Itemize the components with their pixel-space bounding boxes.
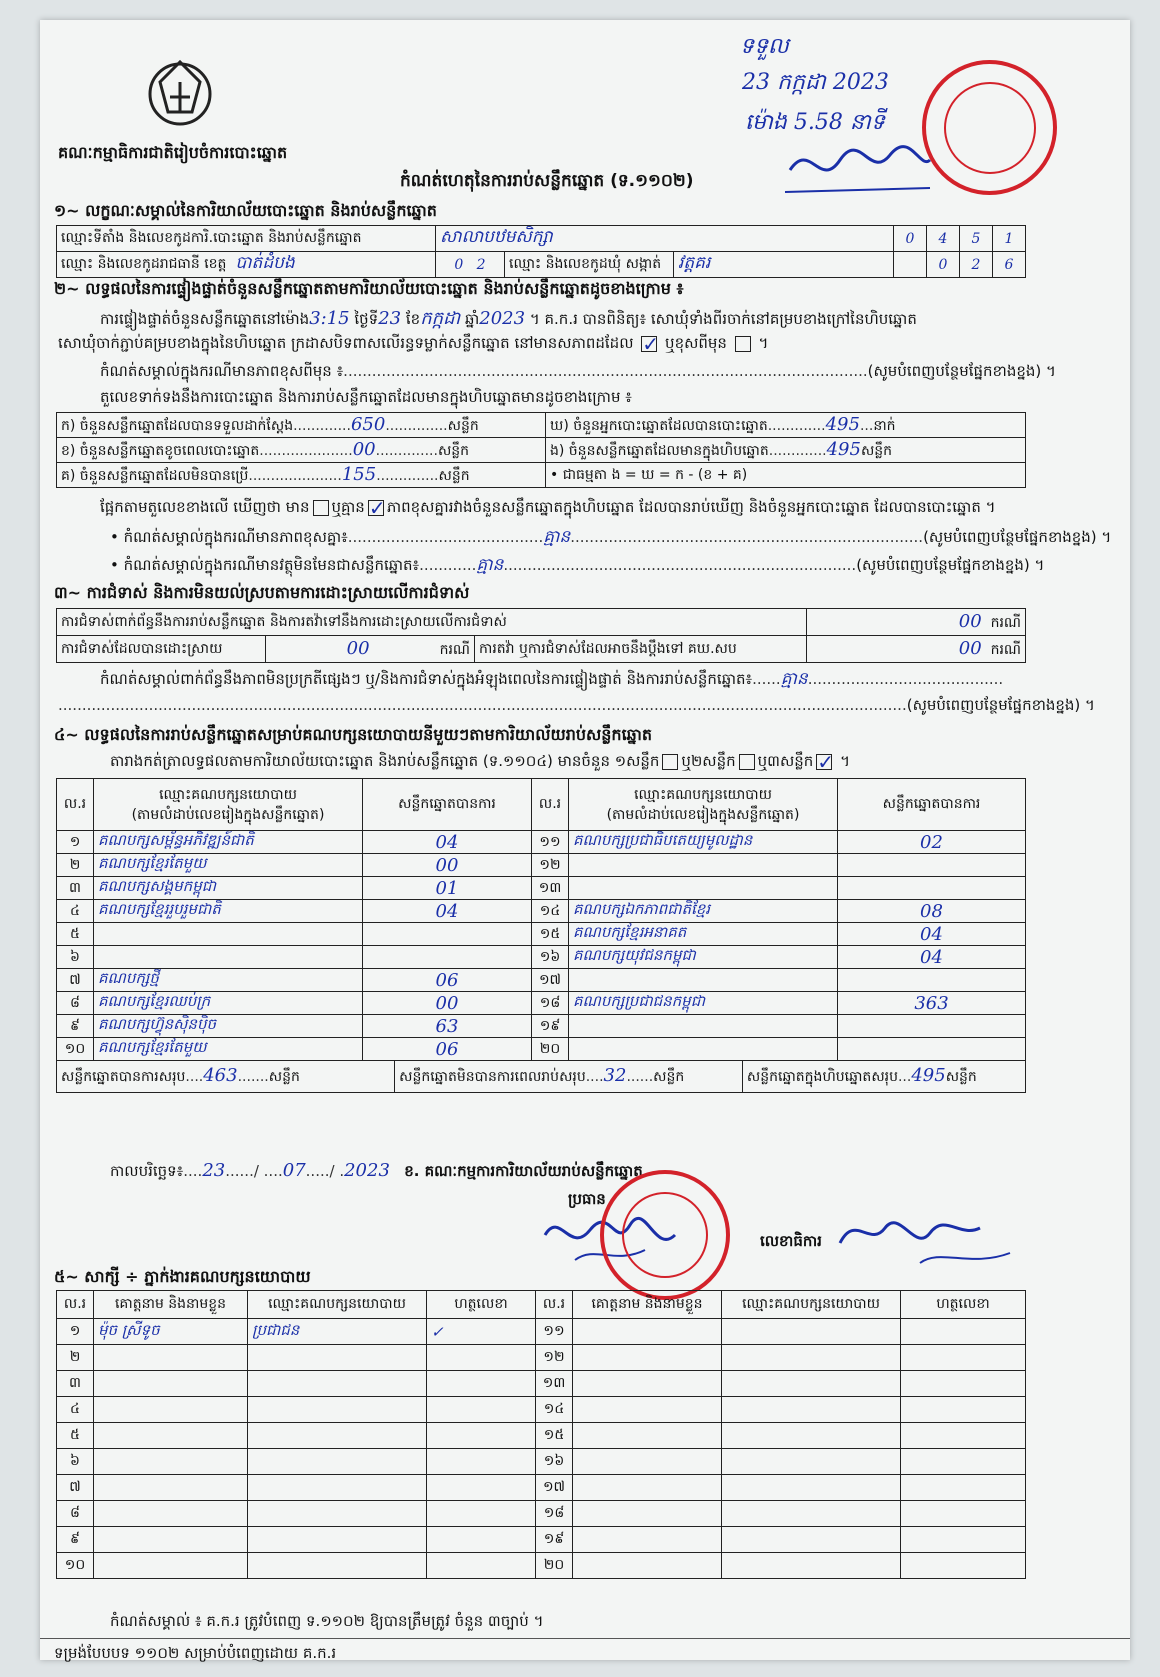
- commune-label: ឈ្មោះ និងលេខកូដឃុំ សង្កាត់: [505, 252, 674, 278]
- witness-sign: [427, 1397, 536, 1423]
- party-votes: 04: [838, 923, 1026, 946]
- witness-empty-cell: [901, 1345, 1026, 1371]
- witness-empty-cell: [722, 1449, 901, 1475]
- two-sheet-checkbox[interactable]: [739, 754, 755, 770]
- witness-party: [248, 1475, 427, 1501]
- party-no: ១២: [532, 854, 569, 877]
- witness-sign: [427, 1553, 536, 1579]
- witness-name: [94, 1397, 248, 1423]
- party-no: ២: [57, 854, 94, 877]
- party-party: គណបក្សខ្មែរឈប់ក្រ: [94, 992, 363, 1015]
- irregularity-note: កំណត់សម្គាល់ពាក់ព័ន្ធនឹងភាពមិនប្រក្រតីផ្សេងៗ ឬ/និងការជំទាស់ក្នុងអំឡុងពេលនៃការផ្ទៀងផ្ទាត់ និងការរាប់សន្លឹកឆ្នោត៖......គ្មាន.........................................: [100, 669, 1004, 689]
- appeal-label: ការតវ៉ា ឬការជំទាស់ដែលអាចនឹងប្តឹងទៅ គឃ.សប: [475, 636, 807, 663]
- witness-empty-cell: [573, 1319, 722, 1345]
- verify-time: 3:15: [309, 308, 350, 329]
- witness-no: ៩: [57, 1527, 94, 1553]
- witness-empty-cell: [573, 1345, 722, 1371]
- witness-no: ៥: [57, 1423, 94, 1449]
- party-party: គណបក្សខ្មែររួបរួមជាតិ: [94, 900, 363, 923]
- party-results-table: ល.រ ឈ្មោះគណបក្សនយោបាយ (តាមលំដាប់លេខរៀងក្នុងសន្លឹកឆ្នោត) សន្លឹកឆ្នោតបានការ ល.រ ឈ្មោះគណបក្សនយោបាយ (តាមលំដាប់លេខរៀងក្នុងសន្លឹកឆ្នោត) សន្លឹកឆ្នោតបានការ ១ គណបក្សសម្ព័ន្ធអភិវឌ្ឍន៍ជាតិ 04 ១១ គណបក្សប្រជាធិបតេយ្យមូលដ្ឋាន 02 ២ គណបក្សខ្មែរតែមួយ 00 ១២ ៣ គណបក្សសង្គមកម្ពុជា 01 ១៣ ៤ គណបក្សខ្មែររួបរួមជាតិ 04 ១៤ គណបក្សឯកភាពជាតិខ្មែរ 08 ៥ ១៥ គណបក្សខ្មែរអនាគត 04 ៦ ១៦ គណបក្សយុវជនកម្ពុជា 04 ៧ គណបក្សថ្មី 06 ១៧ ៨ គណបក្សខ្មែរឈប់ក្រ 00 ១៨ គណបក្សប្រជាជនកម្ពុជា 363 ៩ គណបក្សហ៊្វុនស៊ិនប៉ិច 63 ១៩ ១០ គណបក្សខ្មែរតែមួយ 06 ២០ សន្លឹកឆ្នោតបានការសរុប....463.......សន្លឹក សន្លឹកឆ្នោតមិនបានការពេលរាប់សរុប....32......សន្លឹក សន្លឹកឆ្នោតក្នុងហិបឆ្នោតសរុប...495សន្លឹក: [56, 778, 1026, 1093]
- witness-sign: [427, 1423, 536, 1449]
- party-votes: [838, 877, 1026, 900]
- party-votes: 06: [363, 1038, 532, 1061]
- table-row: [57, 854, 1026, 877]
- result-intro: តួលេខទាក់ទងនឹងការបោះឆ្នោត និងការរាប់សន្លឹកឆ្នោតដែលមានក្នុងហិបឆ្នោតមានដូចខាងក្រោម ៖: [100, 388, 632, 406]
- party-no: ៦: [57, 946, 94, 969]
- witness-empty-cell: [573, 1371, 722, 1397]
- witness-no: ១៣: [536, 1371, 573, 1397]
- witness-name: [94, 1371, 248, 1397]
- witness-no: ១៩: [536, 1527, 573, 1553]
- table-row: [57, 1345, 1026, 1371]
- witness-empty-cell: [901, 1319, 1026, 1345]
- total-invalid: សន្លឹកឆ្នោតមិនបានការពេលរាប់សរុប....32......សន្លឹក: [395, 1061, 743, 1092]
- party-no: ១៤: [532, 900, 569, 923]
- appeal-count: 00: [958, 637, 982, 659]
- ballots-in-box: 495: [826, 438, 861, 460]
- party-no: ៨: [57, 992, 94, 1015]
- witness-no: ៣: [57, 1371, 94, 1397]
- unchanged-checkbox[interactable]: ✓: [642, 331, 660, 356]
- province-label: ឈ្មោះ និងលេខកូដរាជធានី ខេត្ត: [61, 256, 227, 272]
- section2-heading: ២~ លទ្ធផលនៃការផ្ទៀងផ្ទាត់ចំនួនសន្លឹកឆ្នោតតាមការិយាល័យបោះឆ្នោត និងរាប់សន្លឹកឆ្នោតដូចខាងក្រោម ៖: [54, 279, 684, 298]
- party-votes: [838, 854, 1026, 877]
- party-votes: 00: [363, 992, 532, 1015]
- witness-sign: [427, 1527, 536, 1553]
- signature-receipt: [780, 140, 940, 200]
- voters-voted: 495: [825, 413, 860, 435]
- witness-empty-cell: [573, 1553, 722, 1579]
- table-row: [57, 900, 1026, 923]
- witness-empty-cell: [573, 1501, 722, 1527]
- witness-name: [94, 1527, 248, 1553]
- table-row: [57, 1527, 1026, 1553]
- site-code-digit: 0: [894, 226, 927, 252]
- table-row: [57, 877, 1026, 900]
- table-row: [57, 1553, 1026, 1579]
- three-sheet-checkbox[interactable]: ✓: [817, 749, 835, 774]
- witness-no: ១១: [536, 1319, 573, 1345]
- witness-empty-cell: [573, 1475, 722, 1501]
- party-votes: 04: [363, 831, 532, 854]
- table-row: [57, 1397, 1026, 1423]
- party-party: [569, 854, 838, 877]
- witness-empty-cell: [901, 1553, 1026, 1579]
- party-votes: 63: [363, 1015, 532, 1038]
- witness-party: [248, 1345, 427, 1371]
- table-row: [57, 1371, 1026, 1397]
- formula: • ជាធម្មតា ង = ឃ = ក - (ខ + គ): [550, 466, 748, 483]
- red-seal-top: [922, 60, 1057, 195]
- witness-empty-cell: [901, 1423, 1026, 1449]
- section1-heading: ១~ លក្ខណៈសម្គាល់នៃការិយាល័យបោះឆ្នោត និងរាប់សន្លឹកឆ្នោត: [54, 201, 437, 220]
- party-party: គណបក្សប្រជាជនកម្ពុជា: [569, 992, 838, 1015]
- committee-name: គណៈកម្មាធិការជាតិរៀបចំការបោះឆ្នោត: [58, 143, 288, 162]
- witness-name: [94, 1449, 248, 1475]
- witness-table: ល.រ គោត្តនាម និងនាមខ្លួន ឈ្មោះគណបក្សនយោបាយ ហត្ថលេខា ល.រ គោត្តនាម និងនាមខ្លួន ឈ្មោះគណបក្សនយោបាយ ហត្ថលេខា ១ ម៉ុច ស្រីទូច ប្រជាជន ✓ ១១ ២ ១២ ៣ ១៣ ៤ ១៤ ៥ ១៥ ៦ ១៦ ៧ ១៧ ៨ ១៨ ៩ ១៩ ១០ ២០: [56, 1290, 1026, 1579]
- witness-empty-cell: [722, 1475, 901, 1501]
- witness-party: ប្រជាជន: [248, 1319, 427, 1345]
- province-value: បាត់ដំបង: [235, 253, 295, 273]
- witness-empty-cell: [722, 1501, 901, 1527]
- party-party: [569, 969, 838, 992]
- party-votes: 363: [838, 992, 1026, 1015]
- total-valid: សន្លឹកឆ្នោតបានការសរុប....463.......សន្លឹក: [57, 1061, 395, 1092]
- table-row: [57, 1038, 1026, 1061]
- site-code-digit: 5: [960, 226, 993, 252]
- party-votes: [363, 946, 532, 969]
- table-row: [57, 969, 1026, 992]
- witness-no: ១៨: [536, 1501, 573, 1527]
- witness-empty-cell: [573, 1397, 722, 1423]
- party-party: គណបក្សហ៊្វុនស៊ិនប៉ិច: [94, 1015, 363, 1038]
- ballot-count-table: ក) ចំនួនសន្លឹកឆ្នោតដែលបានទទួលដាក់ស្តែង.............650..............សន្លឹក ឃ) ចំនួនអ្នកបោះឆ្នោតដែលបានបោះឆ្នោត.............495...នាក់ ខ) ចំនួនសន្លឹកឆ្នោតខូចពេលបោះឆ្នោត.....................00..............សន្លឹក ង) ចំនួនសន្លឹកឆ្នោតដែលមានក្នុងហិបឆ្នោត.............495សន្លឹក គ) ចំនួនសន្លឹកឆ្នោតដែលមិនបានប្រើ.....................155..............សន្លឹក • ជាធម្មតា ង = ឃ = ក - (ខ + គ): [56, 412, 1026, 488]
- table-row: [57, 1015, 1026, 1038]
- red-seal-bottom: [600, 1170, 730, 1300]
- emblem-icon: [140, 52, 220, 132]
- witness-empty-cell: [901, 1501, 1026, 1527]
- witness-empty-cell: [573, 1449, 722, 1475]
- date-line: កាលបរិច្ឆេទ៖....23....../ ....07...../ .2023 ខ. គណៈកម្មការការិយាល័យរាប់សន្លឹកឆ្នោត: [110, 1160, 643, 1181]
- party-no: ៤: [57, 900, 94, 923]
- site-label: ឈ្មោះទីតាំង និងលេខកូដការិ.បោះឆ្នោត និងរាប់សន្លឹកឆ្នោត: [57, 226, 436, 252]
- party-no: ៩: [57, 1015, 94, 1038]
- secretary-label: លេខាធិការ: [760, 1232, 822, 1250]
- witness-name: [94, 1501, 248, 1527]
- party-no: ៣: [57, 877, 94, 900]
- verify-line-1: ការផ្ទៀងផ្ទាត់ចំនួនសន្លឹកឆ្នោតនៅម៉ោង3:15 ថ្ងៃទី23 ខែកក្កដា ឆ្នាំ2023 ។ គ.ក.រ បានពិនិត្យ៖ សោឃុំទាំងពីរចាក់នៅគម្របខាងក្រៅនៃហិបឆ្នោត: [100, 308, 917, 329]
- bullet-object-note: • កំណត់សម្គាល់ក្នុងករណីមានវត្ថុមិនមែនជាសន្លឹកឆ្នោត៖............គ្មាន..........................................................................(សូមបំពេញបន្ថែមផ្នែកខាងខ្នង) ។: [110, 555, 1045, 575]
- party-votes: 06: [363, 969, 532, 992]
- witness-name: [94, 1345, 248, 1371]
- party-votes: 04: [363, 900, 532, 923]
- witness-empty-cell: [901, 1475, 1026, 1501]
- commune-code-digit: 6: [993, 252, 1026, 278]
- commune-code-digit: 2: [960, 252, 993, 278]
- witness-no: ៤: [57, 1397, 94, 1423]
- receipt-line-2: 23 កក្កដា 2023: [742, 70, 889, 95]
- verify-line-2: សោឃុំចាក់ភ្ជាប់គម្របខាងក្នុងនៃហិបឆ្នោត ក្រដាសបិទពាសលើរន្ធទម្លាក់សន្លឹកឆ្នោត នៅមានសភាពដដែល ✓ ឬខុសពីមុន ។: [58, 331, 769, 356]
- party-party: គណបក្សថ្មី: [94, 969, 363, 992]
- party-votes: [838, 969, 1026, 992]
- secretary-signature: [830, 1208, 1030, 1278]
- witness-empty-cell: [901, 1449, 1026, 1475]
- witness-party: [248, 1501, 427, 1527]
- verify-year: 2023: [479, 308, 526, 329]
- witness-empty-cell: [722, 1397, 901, 1423]
- ballots-received: 650: [350, 413, 386, 435]
- party-party: [569, 1038, 838, 1061]
- president-label: ប្រធាន: [568, 1190, 606, 1208]
- witness-no: ៨: [57, 1501, 94, 1527]
- party-party: [94, 946, 363, 969]
- form-footer: ទម្រង់បែបបទ ១១០២ សម្រាប់បំពេញដោយ គ.ក.រ: [54, 1644, 337, 1662]
- witness-empty-cell: [722, 1553, 901, 1579]
- receipt-line-3: ម៉ោង 5.58 នាទី: [745, 110, 885, 135]
- witness-party: [248, 1371, 427, 1397]
- witness-name: ម៉ុច ស្រីទូច: [94, 1319, 248, 1345]
- witness-empty-cell: [573, 1527, 722, 1553]
- party-votes: 00: [363, 854, 532, 877]
- table-row: [57, 1423, 1026, 1449]
- party-votes: 04: [838, 946, 1026, 969]
- witness-empty-cell: [722, 1527, 901, 1553]
- table-row: [57, 831, 1026, 854]
- witness-sign: ✓: [427, 1319, 536, 1345]
- witness-empty-cell: [722, 1371, 901, 1397]
- witness-sign: [427, 1501, 536, 1527]
- witness-no: ២០: [536, 1553, 573, 1579]
- witness-name: [94, 1553, 248, 1579]
- witness-no: ១២: [536, 1345, 573, 1371]
- table-row: [57, 946, 1026, 969]
- party-party: គណបក្សខ្មែរតែមួយ: [94, 1038, 363, 1061]
- witness-party: [248, 1449, 427, 1475]
- commune-code-digit: 0: [927, 252, 960, 278]
- site-code-digit: 1: [993, 226, 1026, 252]
- section4-heading: ៤~ លទ្ធផលនៃការរាប់សន្លឹកឆ្នោតសម្រាប់គណបក្សនយោបាយនីមួយៗតាមការិយាល័យរាប់សន្លឹកឆ្នោត: [54, 725, 653, 744]
- bullet-diff-note: • កំណត់សម្គាល់ក្នុងករណីមានភាពខុសគ្នា៖.........................................គ្មាន..........................................................................(សូមបំពេញបន្ថែមផ្នែកខាងខ្នង) ។: [110, 527, 1112, 547]
- party-no: ១៦: [532, 946, 569, 969]
- party-no: ១៥: [532, 923, 569, 946]
- changed-checkbox[interactable]: [735, 336, 751, 352]
- party-party: គណបក្សខ្មែរអនាគត: [569, 923, 838, 946]
- witness-empty-cell: [901, 1397, 1026, 1423]
- witness-empty-cell: [722, 1345, 901, 1371]
- compare-line: ផ្អែកតាមតួលេខខាងលើ ឃើញថា មាន ឬគ្មាន ✓ភាពខុសគ្នារវាងចំនួនសន្លឹកឆ្នោតក្នុងហិបឆ្នោត ដែលបានរាប់ឃើញ និងចំនួនអ្នកបោះឆ្នោត ដែលបានបោះឆ្នោត ។: [100, 495, 996, 520]
- witness-no: ១០: [57, 1553, 94, 1579]
- party-no: ១៧: [532, 969, 569, 992]
- witness-party: [248, 1527, 427, 1553]
- party-votes: [363, 923, 532, 946]
- party-party: [569, 877, 838, 900]
- witness-no: ១៦: [536, 1449, 573, 1475]
- form-sheet: [40, 20, 1130, 1660]
- witness-name: [94, 1423, 248, 1449]
- witness-no: ៦: [57, 1449, 94, 1475]
- witness-empty-cell: [901, 1371, 1026, 1397]
- table-row: [57, 1319, 1026, 1345]
- witness-empty-cell: [573, 1423, 722, 1449]
- has-diff-checkbox[interactable]: [313, 500, 329, 516]
- party-no: ១: [57, 831, 94, 854]
- party-no: ១០: [57, 1038, 94, 1061]
- resolved-label: ការជំទាស់ដែលបានដោះស្រាយ: [57, 636, 266, 663]
- table-row: [57, 1449, 1026, 1475]
- party-no: ៧: [57, 969, 94, 992]
- party-party: គណបក្សសង្គមកម្ពុជា: [94, 877, 363, 900]
- verify-day: 23: [378, 308, 402, 329]
- section5-heading: ៥~ សាក្សី ÷ ភ្នាក់ងារគណបក្សនយោបាយ: [54, 1267, 311, 1286]
- table-row: [57, 1501, 1026, 1527]
- verify-month: កក្កដា: [420, 308, 461, 329]
- witness-no: ៧: [57, 1475, 94, 1501]
- party-no: ២០: [532, 1038, 569, 1061]
- witness-sign: [427, 1475, 536, 1501]
- section1-table: [56, 225, 1026, 278]
- witness-no: ១៥: [536, 1423, 573, 1449]
- witness-party: [248, 1423, 427, 1449]
- form-title: កំណត់ហេតុនៃការរាប់សន្លឹកឆ្នោត (ទ.១១០២): [400, 171, 694, 191]
- tally-sheets-line: តារាងកត់ត្រាលទ្ធផលតាមការិយាល័យបោះឆ្នោត និងរាប់សន្លឹកឆ្នោត (ទ.១១០៤) មានចំនួន ១សន្លឹក ឬ២សន្លឹក ឬ៣សន្លឹក ✓ ។: [110, 749, 850, 774]
- footnote: កំណត់សម្គាល់ ៖ គ.ក.រ ត្រូវបំពេញ ទ.១១០២ ឱ្យបានត្រឹមត្រូវ ចំនួន ៣ច្បាប់ ។: [110, 1612, 544, 1630]
- witness-party: [248, 1553, 427, 1579]
- party-no: ១៩: [532, 1015, 569, 1038]
- party-no: ១៣: [532, 877, 569, 900]
- witness-party: [248, 1397, 427, 1423]
- witness-no: ១៤: [536, 1397, 573, 1423]
- irregularity-continuation: ..................................................................................................................................................................................(សូមបំពេញបន្ថែមផ្នែកខាងខ្នង) ។: [58, 696, 1095, 714]
- party-party: [94, 923, 363, 946]
- table-row: [57, 1475, 1026, 1501]
- resolved-count: 00: [346, 637, 370, 659]
- witness-name: [94, 1475, 248, 1501]
- party-party: គណបក្សប្រជាធិបតេយ្យមូលដ្ឋាន: [569, 831, 838, 854]
- witness-no: ១៧: [536, 1475, 573, 1501]
- witness-no: ១: [57, 1319, 94, 1345]
- site-code-digit: 4: [927, 226, 960, 252]
- party-votes: 08: [838, 900, 1026, 923]
- party-votes: [838, 1015, 1026, 1038]
- province-code: 0 2: [436, 252, 505, 278]
- diff-note: កំណត់សម្គាល់ក្នុងករណីមានភាពខុសពីមុន ៖..............................................................................................................(សូមបំពេញបន្ថែមផ្នែកខាងខ្នង) ។: [100, 362, 1056, 380]
- objection-table: ការជំទាស់ពាក់ព័ន្ធនឹងការរាប់សន្លឹកឆ្នោត និងការតវ៉ាទៅនឹងការដោះស្រាយលើការជំទាស់ 00 ករណី ការជំទាស់ដែលបានដោះស្រាយ 00 ករណី ការតវ៉ា ឬការជំទាស់ដែលអាចនឹងប្តឹងទៅ គឃ.សប 00 ករណី: [56, 608, 1026, 663]
- party-party: [569, 1015, 838, 1038]
- party-party: គណបក្សខ្មែរតែមួយ: [94, 854, 363, 877]
- party-no: ១១: [532, 831, 569, 854]
- party-no: ៥: [57, 923, 94, 946]
- witness-sign: [427, 1449, 536, 1475]
- witness-sign: [427, 1345, 536, 1371]
- party-party: គណបក្សឯកភាពជាតិខ្មែរ: [569, 900, 838, 923]
- witness-empty-cell: [722, 1319, 901, 1345]
- receipt-line-1: ទទួល: [740, 34, 789, 59]
- section3-heading: ៣~ ការជំទាស់ និងការមិនយល់ស្របតាមការដោះស្រាយលើការជំទាស់: [54, 583, 470, 602]
- no-diff-checkbox[interactable]: ✓: [368, 495, 386, 520]
- table-row: [57, 992, 1026, 1015]
- objection-count: 00: [958, 610, 982, 632]
- party-party: គណបក្សសម្ព័ន្ធអភិវឌ្ឍន៍ជាតិ: [94, 831, 363, 854]
- one-sheet-checkbox[interactable]: [662, 754, 678, 770]
- site-value: សាលាបឋមសិក្សា: [436, 226, 894, 252]
- ballots-spoiled: 00: [352, 438, 376, 460]
- party-party: គណបក្សយុវជនកម្ពុជា: [569, 946, 838, 969]
- party-votes: 01: [363, 877, 532, 900]
- commune-value: វត្តគរ: [674, 252, 894, 278]
- table-row: [57, 923, 1026, 946]
- province-cell: [57, 252, 436, 278]
- witness-sign: [427, 1371, 536, 1397]
- ballots-unused: 155: [341, 463, 377, 485]
- objection-label: ការជំទាស់ពាក់ព័ន្ធនឹងការរាប់សន្លឹកឆ្នោត និងការតវ៉ាទៅនឹងការដោះស្រាយលើការជំទាស់: [57, 609, 807, 636]
- party-votes: 02: [838, 831, 1026, 854]
- party-no: ១៨: [532, 992, 569, 1015]
- party-votes: [838, 1038, 1026, 1061]
- total-in-box: សន្លឹកឆ្នោតក្នុងហិបឆ្នោតសរុប...495សន្លឹក: [746, 1065, 977, 1086]
- witness-empty-cell: [901, 1527, 1026, 1553]
- witness-empty-cell: [722, 1423, 901, 1449]
- witness-no: ២: [57, 1345, 94, 1371]
